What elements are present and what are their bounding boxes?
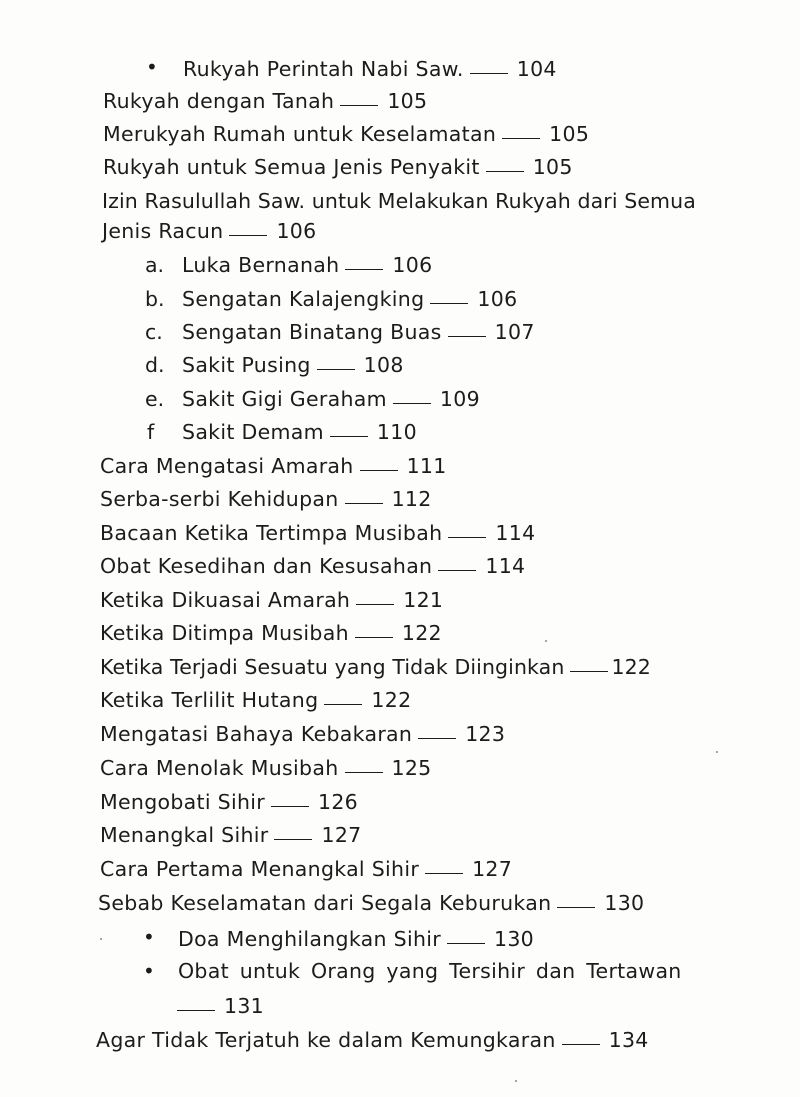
list-marker: c. [145,320,163,344]
toc-subentry [182,286,517,312]
bullet-marker: • [146,55,158,79]
toc-entry-page: 130 [493,927,535,951]
bullet-marker: • [143,925,155,949]
toc-entry-page: 134 [608,1028,649,1052]
toc-entry-title: Cara Menolak Musibah [100,756,339,780]
leader-line [177,1010,215,1011]
leader-line [330,436,368,437]
toc-entry-title: Cara Pertama Menangkal Sihir [100,857,420,881]
toc-entry-page: 122 [371,688,412,712]
toc-entry [100,721,505,747]
toc-entry [100,620,442,646]
leader-line [562,1044,600,1045]
leader-line [438,570,476,571]
toc-entry [100,520,535,546]
toc-entry [102,218,317,244]
scan-speck [515,1080,517,1082]
list-marker: a. [145,253,165,277]
toc-entry-title: Bacaan Ketika Tertimpa Musibah [100,521,443,545]
toc-entry-title: Sengatan Kalajengking [182,287,425,311]
toc-entry-page: 109 [439,387,480,411]
toc-entry-page: 106 [276,219,317,243]
toc-subentry [182,352,404,378]
toc-entry-page: 123 [465,722,506,746]
toc-entry-page: 130 [604,891,645,915]
toc-entry [178,926,534,952]
leader-line [486,171,524,172]
toc-entry [103,121,589,147]
toc-entry-page: 121 [403,588,444,612]
toc-entry-title: Luka Bernanah [182,253,340,277]
toc-entry [100,755,432,781]
toc-entry [100,654,651,680]
toc-entry-title: Ketika Dikuasai Amarah [100,588,351,612]
leader-line [317,369,355,370]
toc-entry-title: Merukyah Rumah untuk Keselamatan [103,122,497,146]
toc-entry-title: Rukyah dengan Tanah [103,89,335,113]
leader-line [340,105,378,106]
leader-line [360,470,398,471]
toc-entry [98,890,644,916]
leader-line [345,269,383,270]
list-marker: d. [145,353,165,377]
toc-entry-page: 131 [224,994,265,1018]
leader-line [447,943,485,944]
toc-entry-page: 122 [611,655,651,679]
toc-entry-wrapped [178,958,682,984]
toc-entry-title: Sakit Demam [182,420,324,444]
toc-entry-title: Cara Mengatasi Amarah [100,454,354,478]
toc-entry-title: Izin Rasulullah Saw. untuk Melakukan Rukyah dari Semua [102,189,696,213]
toc-entry-page: 108 [363,353,404,377]
leader-line [345,772,383,773]
toc-entry-title: Sakit Pusing [182,353,311,377]
toc-entry-title: Mengatasi Bahaya Kebakaran [100,722,413,746]
toc-entry-title: Serba-serbi Kehidupan [100,487,339,511]
list-marker: f [147,420,155,444]
toc-entry-page: 122 [401,621,442,645]
toc-entry [103,88,427,114]
leader-line [557,907,595,908]
scan-speck [545,640,547,642]
toc-entry-title: Menangkal Sihir [100,823,269,847]
toc-subentry [182,419,417,445]
toc-subentry [182,252,432,278]
leader-line [430,303,468,304]
leader-line [570,671,608,672]
toc-entry-page: 127 [321,823,362,847]
leader-line [448,336,486,337]
leader-line [271,806,309,807]
toc-entry-title: Sakit Gigi Geraham [182,387,387,411]
leader-line [470,73,508,74]
toc-subentry [182,386,480,412]
toc-entry-title: Mengobati Sihir [100,790,265,814]
leader-line [356,604,394,605]
toc-entry-title: Doa Menghilangkan Sihir [178,927,441,951]
toc-entry-page: 105 [532,155,573,179]
leader-line [393,403,431,404]
toc-entry [171,993,264,1019]
toc-entry [100,687,411,713]
toc-entry [100,453,447,479]
list-marker: b. [145,287,165,311]
toc-entry-title: Ketika Terlilit Hutang [100,688,319,712]
toc-entry-page: 106 [392,253,433,277]
toc-entry [100,553,525,579]
toc-entry [103,154,573,180]
toc-entry-page: 110 [376,420,417,444]
leader-line [425,873,463,874]
toc-entry-wrapped [102,188,696,214]
toc-entry-page: 104 [516,57,557,81]
toc-entry-title: Obat Kesedihan dan Kesusahan [100,554,433,578]
toc-entry-page: 107 [494,320,535,344]
toc-entry [183,56,557,82]
toc-entry-page: 105 [549,122,590,146]
leader-line [274,839,312,840]
toc-entry-page: 105 [387,89,428,113]
toc-entry [100,486,432,512]
toc-entry-page: 126 [318,790,359,814]
toc-entry-title: Sengatan Binatang Buas [182,320,442,344]
toc-entry-page: 112 [391,487,432,511]
list-marker: e. [145,387,165,411]
toc-entry-title: Obat untuk Orang yang Tersihir dan Tertawan [178,959,682,983]
toc-entry-page: 114 [495,521,536,545]
leader-line [324,704,362,705]
toc-entry-page: 125 [391,756,432,780]
leader-line [345,503,383,504]
toc-entry-title: Rukyah Perintah Nabi Saw. [183,57,464,81]
toc-subentry [182,319,535,345]
toc-entry-title: Rukyah untuk Semua Jenis Penyakit [103,155,480,179]
toc-entry-page: 114 [485,554,526,578]
toc-entry [100,822,362,848]
toc-entry-title: Ketika Ditimpa Musibah [100,621,349,645]
leader-line [355,637,393,638]
scan-speck [716,751,718,753]
toc-entry [100,587,443,613]
toc-entry-page: 111 [406,454,447,478]
scan-speck [100,938,102,940]
toc-entry [100,856,512,882]
leader-line [502,138,540,139]
toc-entry [96,1027,649,1053]
bullet-marker: • [143,959,155,983]
toc-entry-page: 127 [472,857,513,881]
toc-entry-title: Sebab Keselamatan dari Segala Keburukan [98,891,552,915]
toc-entry-title: Jenis Racun [102,219,224,243]
leader-line [418,738,456,739]
toc-entry-title: Agar Tidak Terjatuh ke dalam Kemungkaran [96,1028,556,1052]
toc-entry-title: Ketika Terjadi Sesuatu yang Tidak Diinginkan [100,655,565,679]
leader-line [448,537,486,538]
toc-entry [100,789,358,815]
toc-entry-page: 106 [477,287,518,311]
leader-line [229,235,267,236]
